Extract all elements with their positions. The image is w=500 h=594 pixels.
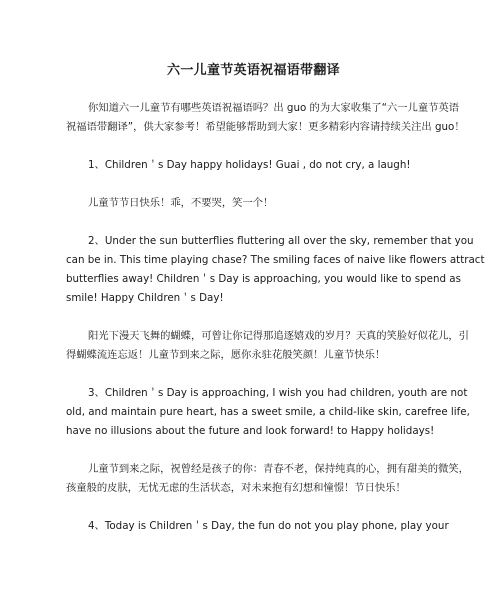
text-line: butterflies away! Children＇s Day is approaching, you would like to spend as [66,273,461,285]
text-line: 儿童节到来之际，祝曾经是孩子的你：青春不老，保持纯真的心，拥有甜美的微笑， [88,463,469,475]
paragraph-intro [66,99,465,137]
text-line: 祝福语带翻译”，供大家参考！希望能够帮助到大家！更多精彩内容请持续关注出 guo！ [66,121,465,133]
text-line: 4、Today is Children＇s Day, the fun do not you play phone, play your [88,520,449,532]
text-line: 阳光下漫天飞舞的蝴蝶，可曾让你记得那追逐嬉戏的岁月？天真的笑脸好似花儿，引 [88,330,469,342]
text-line: 孩童般的皮肤，无忧无虑的生活状态，对未来抱有幻想和憧憬！节日快乐！ [66,482,406,494]
paragraph-greeting-1-zh [66,194,441,213]
paragraph-greeting-2-en [66,232,485,308]
text-line: 得蝴蝶流连忘返！儿童节到来之际，愿你永驻花般笑颜！儿童节快乐！ [66,349,386,361]
text-line: 2、Under the sun butterflies fluttering all over the sky, remember that you [88,235,474,247]
text-line: 你知道六一儿童节有哪些英语祝福语吗？出 guo 的为大家收集了“六一儿童节英语 [88,102,460,114]
paragraph-greeting-2-zh [66,327,469,365]
text-line: 儿童节节日快乐！乖，不要哭，笑一个！ [88,197,274,209]
text-line: smile! Happy Children＇s Day! [66,292,224,304]
text-line: 1、Children＇s Day happy holidays! Guai , do not cry, a laugh! [88,159,411,171]
text-line: have no illusions about the future and look forward! to Happy holidays! [66,425,435,437]
document-title: 六一儿童节英语祝福语带翻译 [167,63,340,78]
text-line: 3、Children＇s Day is approaching, I wish you had children, youth are not [88,387,468,399]
text-line: old, and maintain pure heart, has a sweet smile, a child-like skin, carefree life, [66,406,470,418]
paragraph-greeting-4-en [66,517,449,536]
paragraph-greeting-3-zh [66,460,469,498]
text-line: can be in. This time playing chase? The smiling faces of naive like flowers attract [66,254,485,266]
document-body [66,99,485,536]
paragraph-greeting-3-en [66,384,470,441]
paragraph-greeting-1-en [66,156,441,175]
